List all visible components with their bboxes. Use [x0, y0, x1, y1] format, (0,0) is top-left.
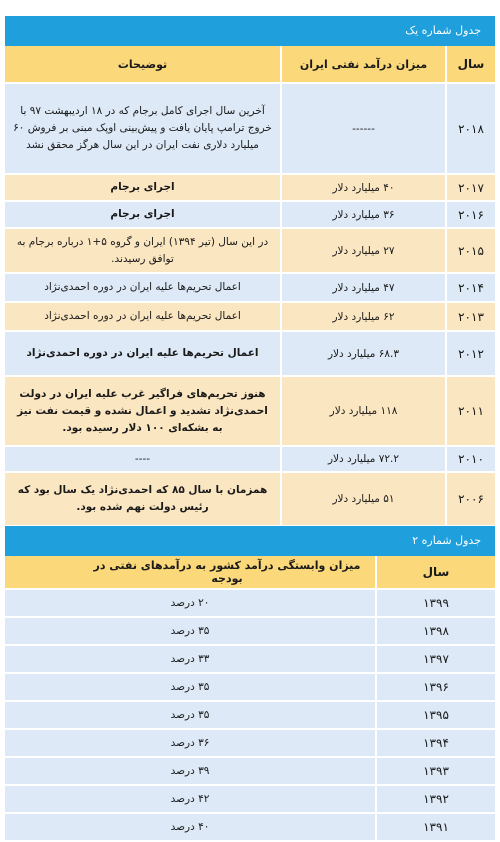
- year-cell: ۲۰۱۸: [445, 84, 495, 173]
- table-row: [5, 84, 495, 175]
- table-row: [5, 274, 495, 303]
- year-cell: ۱۳۹۵: [375, 702, 495, 728]
- year-cell: ۱۳۹۸: [375, 618, 495, 644]
- table-1-title: جدول شماره یک: [5, 16, 495, 46]
- year-cell: ۱۳۹۷: [375, 646, 495, 672]
- table-row: [5, 473, 495, 527]
- table-row: [5, 618, 495, 646]
- year-cell: ۲۰۱۷: [445, 175, 495, 200]
- year-cell: ۲۰۱۳: [445, 303, 495, 330]
- dependency-cell: ۳۵ درصد: [170, 625, 210, 637]
- income-cell: ۴۷ میلیارد دلار: [280, 274, 445, 301]
- table-row: [5, 332, 495, 377]
- header-notes: توضیحات: [117, 57, 168, 71]
- income-cell: ۵۱ میلیارد دلار: [280, 473, 445, 525]
- income-cell: ۲۷ میلیارد دلار: [280, 229, 445, 272]
- year-cell: ۲۰۱۰: [445, 447, 495, 471]
- header-year: سال: [445, 46, 495, 82]
- year-cell: ۱۳۹۶: [375, 674, 495, 700]
- dependency-cell: ۳۵ درصد: [170, 709, 210, 721]
- header-dependency: میزان وابستگی درآمد کشور به درآمدهای نفتی در بودجه: [93, 559, 361, 585]
- income-cell: ۶۸.۳ میلیارد دلار: [280, 332, 445, 375]
- income-cell: ۴۰ میلیارد دلار: [280, 175, 445, 200]
- header-income: میزان درآمد نفتی ایران: [280, 46, 445, 82]
- income-cell: ۷۲.۲ میلیارد دلار: [280, 447, 445, 471]
- table-row: [5, 377, 495, 447]
- notes-cell: اعمال تحریم‌ها علیه ایران در دوره احمدی‌نژاد: [44, 310, 241, 322]
- table-row: [5, 730, 495, 758]
- table-row: [5, 175, 495, 202]
- year-cell: ۱۳۹۴: [375, 730, 495, 756]
- notes-cell: ----: [134, 452, 151, 465]
- notes-cell: همزمان با سال ۸۵ که احمدی‌نژاد یک سال بود که رئیس دولت نهم شده بود.: [17, 484, 268, 513]
- year-cell: ۲۰۰۶: [445, 473, 495, 525]
- dependency-cell: ۴۰ درصد: [170, 821, 210, 833]
- dependency-cell: ۳۳ درصد: [170, 653, 210, 665]
- year-cell: ۱۳۹۱: [375, 814, 495, 840]
- dependency-cell: ۳۹ درصد: [170, 765, 210, 777]
- table-row: [5, 303, 495, 332]
- table-row: [5, 447, 495, 473]
- table-2-header: [5, 556, 495, 590]
- year-cell: ۲۰۱۴: [445, 274, 495, 301]
- table-row: [5, 229, 495, 274]
- table-row: [5, 702, 495, 730]
- income-cell: ۱۱۸ میلیارد دلار: [280, 377, 445, 445]
- income-cell: ۳۶ میلیارد دلار: [280, 202, 445, 227]
- notes-cell: اعمال تحریم‌ها علیه ایران در دوره احمدی‌نژاد: [26, 347, 259, 359]
- dependency-cell: ۴۲ درصد: [170, 793, 210, 805]
- year-cell: ۱۳۹۹: [375, 590, 495, 616]
- year-cell: ۲۰۱۱: [445, 377, 495, 445]
- table-row: [5, 814, 495, 842]
- dependency-cell: ۲۰ درصد: [170, 597, 210, 609]
- notes-cell: آخرین سال اجرای کامل برجام که در ۱۸ اردیبهشت ۹۷ با خروج ترامپ پایان یافت و پیش‌بینی اوپک مبنی بر فروش ۶۰ میلیارد دلاری نفت ایران در این سال هرگز محقق نشد: [13, 105, 272, 151]
- dependency-cell: ۳۵ درصد: [170, 681, 210, 693]
- notes-cell: اجرای برجام: [110, 208, 175, 220]
- year-cell: ۲۰۱۲: [445, 332, 495, 375]
- header-year: سال: [375, 556, 495, 588]
- table-row: [5, 590, 495, 618]
- table-1-header: [5, 46, 495, 84]
- notes-cell: اجرای برجام: [110, 181, 175, 193]
- table-2-title: جدول شماره ۲: [5, 526, 495, 556]
- table-2: [5, 526, 495, 842]
- table-row: [5, 786, 495, 814]
- table-row: [5, 758, 495, 786]
- year-cell: ۱۳۹۲: [375, 786, 495, 812]
- table-row: [5, 646, 495, 674]
- year-cell: ۲۰۱۶: [445, 202, 495, 227]
- notes-cell: در این سال (تیر ۱۳۹۴) ایران و گروه ۵+۱ درباره برجام به توافق رسیدند.: [16, 235, 269, 265]
- income-cell: ------: [280, 84, 445, 173]
- notes-cell: هنوز تحریم‌های فراگیر غرب علیه ایران در دولت احمدی‌نژاد تشدید و اعمال نشده و قیمت نفت نیز به بشکه‌ای ۱۰۰ دلار رسیده بود.: [17, 387, 268, 434]
- table-1: [5, 16, 495, 527]
- year-cell: ۲۰۱۵: [445, 229, 495, 272]
- year-cell: ۱۳۹۳: [375, 758, 495, 784]
- income-cell: ۶۲ میلیارد دلار: [280, 303, 445, 330]
- dependency-cell: ۳۶ درصد: [170, 737, 210, 749]
- table-row: [5, 202, 495, 229]
- table-row: [5, 674, 495, 702]
- notes-cell: اعمال تحریم‌ها علیه ایران در دوره احمدی‌نژاد: [44, 281, 241, 293]
